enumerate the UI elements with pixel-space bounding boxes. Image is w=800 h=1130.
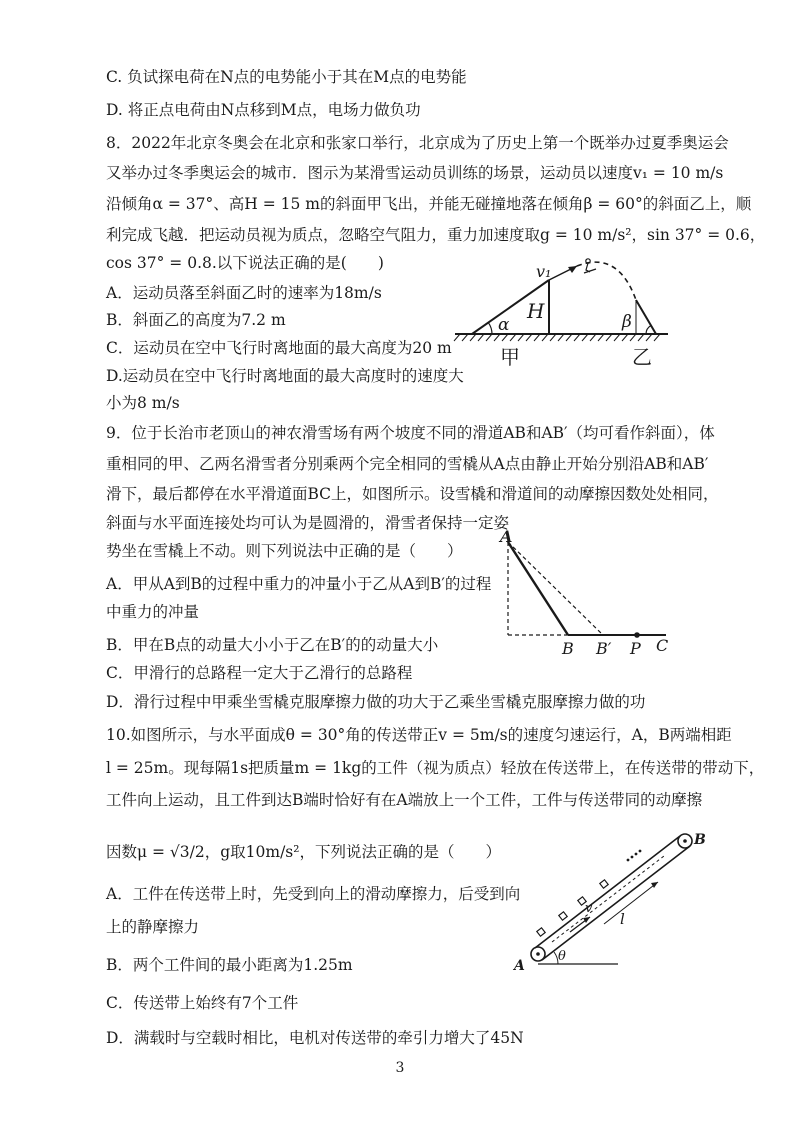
q10-option-d: D．满载时与空载时相比，电机对传送带的牵引力增大了45N — [106, 1029, 524, 1047]
point-p — [634, 632, 640, 638]
q8-option-d-line-2: 小为8 m/s — [106, 394, 180, 412]
q9-stem-line-3: 滑下，最后都停在水平滑道面BC上，如图所示。设雪橇和滑道间的动摩擦因数处处相同， — [106, 485, 719, 503]
beta-label: β — [622, 312, 632, 332]
page-number: 3 — [395, 1060, 405, 1076]
q9-stem-line-5: 势坐在雪橇上不动。则下列说法中正确的是（ ） — [106, 542, 463, 560]
dotted-pieces — [627, 850, 642, 862]
label-l: l — [620, 910, 625, 928]
q10-option-b: B．两个工件间的最小距离为1.25m — [106, 956, 353, 974]
q10-figure-conveyor — [508, 828, 708, 978]
q9-option-d: D．滑行过程中甲乘坐雪橇克服摩擦力做的功大于乙乘坐雪橇克服摩擦力做的功 — [106, 693, 646, 711]
beta-arc — [646, 326, 651, 335]
workpieces — [537, 880, 608, 936]
q9-option-a-line-1: A．甲从A到B的过程中重力的冲量小于乙从A到B′的过程 — [106, 575, 492, 593]
q7-option-d: D. 将正点电荷由N点移到M点，电场力做负功 — [106, 101, 421, 119]
label-b-prime: B′ — [596, 639, 612, 658]
q10-option-a-line-1: A．工件在传送带上时，先受到向上的滑动摩擦力，后受到向 — [106, 885, 521, 903]
q8-option-a: A．运动员落至斜面乙时的速率为18m/s — [106, 284, 382, 302]
slope-yi — [636, 300, 656, 334]
label-theta: θ — [558, 949, 566, 964]
v1-label: v₁ — [536, 262, 552, 281]
ground-hatching — [454, 334, 660, 341]
q8-option-c: C．运动员在空中飞行时离地面的最大高度为20 m — [106, 339, 452, 357]
trajectory-path — [577, 262, 636, 300]
q10-stem-line-2: l = 25m。现每隔1s把质量m = 1kg的工件（视为质点）轻放在传送带上，在传送带的带动下， — [106, 759, 765, 777]
q10-option-a-line-2: 上的静摩擦力 — [106, 918, 200, 936]
q8-figure-ski-jump — [450, 258, 675, 370]
q10-option-c: C．传送带上始终有7个工件 — [106, 994, 299, 1012]
q9-option-b: B．甲在B点的动量大小小于乙在B′的的动量大小 — [106, 636, 439, 654]
q9-figure-slopes — [496, 528, 676, 660]
q9-option-a-line-2: 中重力的冲量 — [106, 603, 200, 621]
q8-stem-line-2: 又举办过冬季奥运会的城市．图示为某滑雪运动员训练的场景，运动员以速度v₁ = 10 m/s — [106, 164, 724, 182]
label-b: B — [694, 832, 706, 848]
label-a: A — [500, 528, 513, 546]
label-v: v — [585, 901, 593, 916]
label-c: C — [656, 636, 669, 655]
belt-upper — [535, 836, 680, 948]
belt-lower — [542, 846, 690, 960]
label-p: P — [630, 639, 641, 658]
inner-path — [552, 856, 664, 942]
q10-stem-line-4: 因数μ = √3/2，g取10m/s²，下列说法正确的是（ ） — [106, 843, 501, 861]
q10-stem-line-3: 工件向上运动，且工件到达B端时恰好有在A端放上一个工件，工件与传送带同的动摩擦 — [106, 791, 703, 809]
h-label: H — [527, 299, 545, 323]
q9-stem-line-4: 斜面与水平面连接处均可认为是圆滑的，滑雪者保持一定姿 — [106, 514, 510, 532]
label-a: A — [514, 958, 525, 974]
q9-option-c: C．甲滑行的总路程一定大于乙滑行的总路程 — [106, 664, 413, 682]
q10-stem-line-1: 10.如图所示，与水平面成θ = 30°角的传送带正v = 5m/s的速度匀速运行，A，B两端相距 — [106, 726, 732, 744]
slope-ab-prime — [508, 542, 603, 635]
q8-option-d-line-1: D.运动员在空中飞行时离地面的最大高度时的速度大 — [106, 367, 464, 385]
yi-label: 乙 — [632, 345, 652, 369]
q8-stem-line-1: 8．2022年北京冬奥会在北京和张家口举行，北京成为了历史上第一个既举办过夏季奥运会 — [106, 134, 729, 152]
q8-stem-line-3: 沿倾角α = 37°、高H = 15 m的斜面甲飞出，并能无碰撞地落在倾角β = 60°的斜面乙上，顺 — [106, 195, 752, 213]
q9-stem-line-2: 重相同的甲、乙两名滑雪者分别乘两个完全相同的雪橇从A点由静止开始分别沿AB和AB′ — [106, 455, 709, 473]
slope-ab — [508, 542, 568, 635]
q8-stem-line-5: cos 37° = 0.8.以下说法正确的是( ) — [106, 254, 384, 272]
jia-label: 甲 — [500, 345, 520, 369]
alpha-label: α — [498, 315, 510, 335]
label-b: B — [562, 639, 574, 658]
q7-option-c: C. 负试探电荷在N点的电势能小于其在M点的电势能 — [106, 68, 467, 86]
alpha-arc — [489, 323, 493, 334]
q8-stem-line-4: 利完成飞越．把运动员视为质点，忽略空气阻力，重力加速度取g = 10 m/s²，sin 37° = 0.6， — [106, 226, 766, 244]
skier-icon — [584, 259, 596, 273]
q9-stem-line-1: 9．位于长治市老顶山的神农滑雪场有两个坡度不同的滑道AB和AB′（均可看作斜面），体 — [106, 424, 715, 442]
q8-option-b: B．斜面乙的高度为7.2 m — [106, 311, 286, 329]
